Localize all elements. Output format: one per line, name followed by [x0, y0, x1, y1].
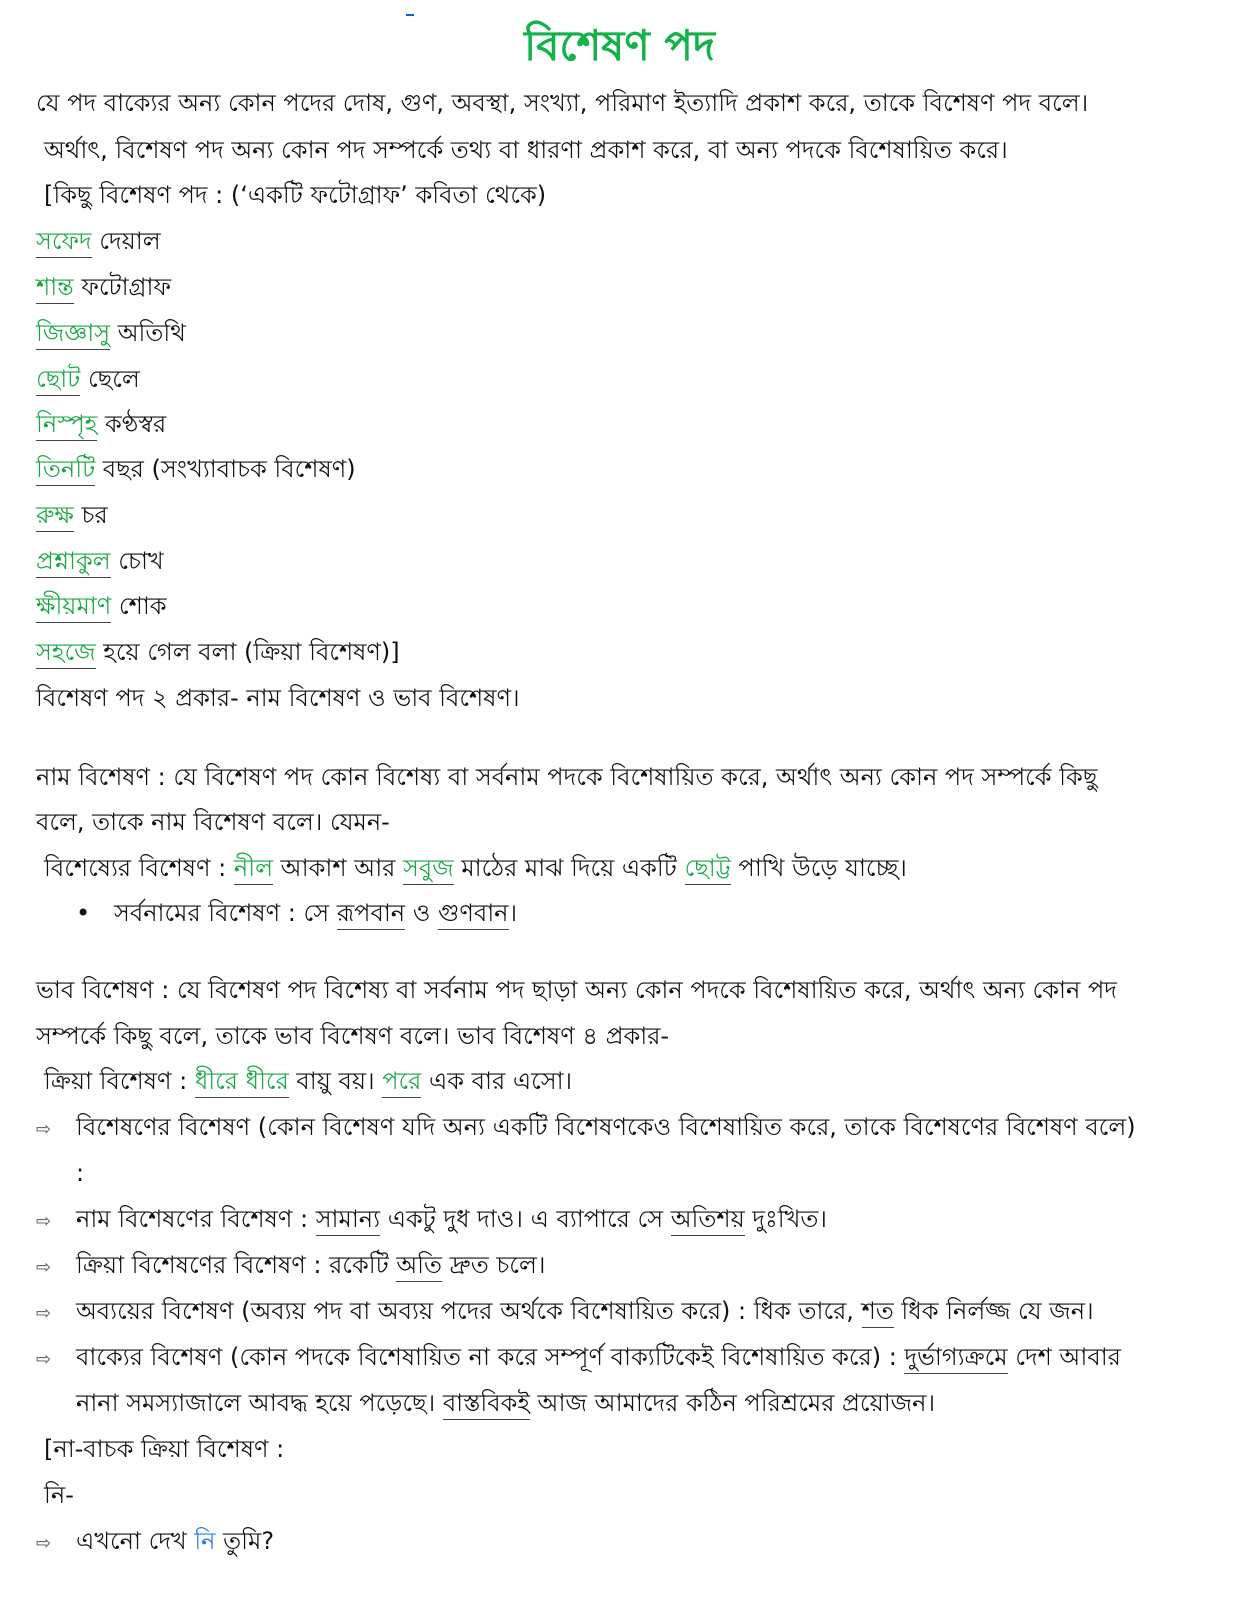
item-text: দুঃখিত।: [744, 1205, 827, 1233]
bhab-def-line-1: ভাব বিশেষণ : যে বিশেষণ পদ বিশেষ্য বা সর্বনাম পদ ছাড়া অন্য কোন পদকে বিশেষায়িত করে, অর্থাৎ অন্য কোন পদ: [36, 976, 1117, 1004]
item-text: বিশেষণের বিশেষণ (কোন বিশেষণ যদি অন্য একটি বিশেষণকেও বিশেষায়িত করে, তাকে বিশেষণের বিশেষণ বলে): [76, 1113, 1136, 1141]
item-text: এখনো দেখ: [76, 1527, 195, 1555]
example-noun: ফটোগ্রাফ: [73, 273, 172, 301]
item-text: বাক্যের বিশেষণ (কোন পদকে বিশেষায়িত না করে সম্পূর্ণ বাক্যটিকেই বিশেষায়িত করে) :: [76, 1343, 905, 1371]
example-noun: বছর (সংখ্যাবাচক বিশেষণ): [95, 455, 356, 483]
intro-line-3: [কিছু বিশেষণ পদ : (‘একটি ফটোগ্রাফ’ কবিতা থেকে): [44, 181, 547, 209]
highlight-word: পরে: [382, 1067, 421, 1098]
example-noun: হয়ে গেল বলা (ক্রিয়া বিশেষণ)]: [95, 638, 400, 666]
item-text: একটু দুধ দাও। এ ব্যাপারে সে: [380, 1205, 671, 1233]
list-item-bisheshoner: [36, 1110, 1203, 1147]
example-adjective: নিস্পৃহ: [36, 410, 97, 441]
example-noun: চোখ: [110, 547, 164, 575]
highlight-word: সবুজ: [403, 854, 454, 885]
arrow-icon: ⇨: [36, 1119, 52, 1140]
item-text: দ্রুত চলে।: [441, 1251, 546, 1279]
underlined-word: অতিশয়: [671, 1205, 745, 1236]
example-line: [36, 452, 1203, 486]
arrow-icon: ⇨: [36, 1211, 52, 1232]
example-adjective: সহজে: [36, 638, 96, 669]
highlight-word: নি: [194, 1527, 216, 1555]
example-text: পাখি উড়ে যাচ্ছে।: [730, 854, 907, 882]
example-adjective: ক্ষীয়মাণ: [36, 592, 111, 623]
list-item-bakyer-continuation: [76, 1386, 1203, 1420]
item-text: দেশ আবার: [1007, 1343, 1121, 1371]
na-bachok-heading: [না-বাচক ক্রিয়া বিশেষণ :: [44, 1435, 285, 1463]
arrow-icon: ⇨: [36, 1303, 52, 1324]
sarbonam-example: [36, 896, 1203, 930]
underlined-word: বাস্তবিকই: [443, 1389, 530, 1420]
example-adjective: রুক্ষ: [36, 501, 74, 532]
example-line: [36, 498, 1203, 532]
list-item-kriya-bisheshoner: [36, 1248, 1203, 1285]
example-label: ক্রিয়া বিশেষণ :: [44, 1067, 195, 1095]
bullet-icon: •: [76, 899, 91, 927]
underlined-word: দুর্ভাগ্যক্রমে: [904, 1343, 1007, 1374]
naam-def-line-1: নাম বিশেষণ : যে বিশেষণ পদ কোন বিশেষ্য বা সর্বনাম পদকে বিশেষায়িত করে, অর্থাৎ অন্য কোন পদ সম্পর্কে কিছু: [36, 763, 1098, 791]
example-line: [36, 224, 1203, 258]
underlined-word: গুণবান: [438, 899, 508, 930]
example-adjective: ছোট: [36, 365, 80, 396]
example-noun: দেয়াল: [91, 227, 161, 255]
example-noun: চর: [73, 501, 108, 529]
example-text: মাঠের মাঝ দিয়ে একটি: [453, 854, 685, 882]
item-text: ক্রিয়া বিশেষণের বিশেষণ : রকেটি: [76, 1251, 397, 1279]
intro-line-1: যে পদ বাক্যের অন্য কোন পদের দোষ, গুণ, অবস্থা, সংখ্যা, পরিমাণ ইত্যাদি প্রকাশ করে, তাকে বিশেষণ পদ বলে।: [36, 89, 1089, 117]
item-text: আজ আমাদের কঠিন পরিশ্রমের প্রয়োজন।: [529, 1389, 936, 1417]
page-title: বিশেষণ পদ: [524, 21, 715, 70]
example-noun: অতিথি: [110, 319, 186, 347]
underlined-word: রূপবান: [337, 899, 405, 930]
list-item-naam-bisheshoner: [36, 1202, 1203, 1239]
underlined-word: সামান্য: [316, 1205, 380, 1236]
example-line: [36, 407, 1203, 441]
list-item-bakyer: [36, 1340, 1203, 1377]
example-line: [36, 589, 1203, 623]
example-line: [36, 270, 1203, 304]
underlined-word: অতি: [396, 1251, 442, 1282]
underlined-word: শত: [862, 1297, 894, 1328]
example-adjective: তিনটি: [36, 455, 95, 486]
example-adjective: শান্ত: [36, 273, 74, 304]
example-adjective: প্রশ্নাকুল: [36, 547, 111, 578]
ni-line: নি-: [44, 1481, 74, 1509]
bhab-def-line-2: সম্পর্কে কিছু বলে, তাকে ভাব বিশেষণ বলে। ভাব বিশেষণ ৪ প্রকার-: [36, 1022, 670, 1050]
arrow-icon: ⇨: [36, 1257, 52, 1278]
list-item-obbayer: [36, 1294, 1203, 1331]
example-text: আকাশ আর: [272, 854, 404, 882]
example-adjective: সফেদ: [36, 227, 92, 258]
item-text: তুমি?: [215, 1527, 275, 1555]
example-line: [36, 544, 1203, 578]
item-text: অব্যয়ের বিশেষণ (অব্যয় পদ বা অব্যয় পদের অর্থকে বিশেষায়িত করে) : ধিক তারে,: [76, 1297, 862, 1325]
arrow-icon: ⇨: [36, 1533, 52, 1554]
example-line: [36, 635, 1203, 669]
highlight-word: ধীরে ধীরে: [195, 1067, 289, 1098]
example-label: সর্বনামের বিশেষণ : সে: [114, 899, 337, 927]
list-item-ni-example: [36, 1524, 1203, 1561]
example-text: ও: [405, 899, 439, 927]
blue-dot-mark: [406, 14, 414, 16]
example-noun: ছেলে: [80, 365, 140, 393]
example-noun: কণ্ঠস্বর: [97, 410, 167, 438]
example-adjective: জিজ্ঞাসু: [36, 319, 110, 350]
types-line: বিশেষণ পদ ২ প্রকার- নাম বিশেষণ ও ভাব বিশেষণ।: [36, 684, 520, 712]
example-label: বিশেষ্যের বিশেষণ :: [44, 854, 234, 882]
example-line: [36, 316, 1203, 350]
item-text: ধিক নির্লজ্জ যে জন।: [893, 1297, 1094, 1325]
intro-line-2: অর্থাৎ, বিশেষণ পদ অন্য কোন পদ সম্পর্কে তথ্য বা ধারণা প্রকাশ করে, বা অন্য পদকে বিশেষায়িত করে।: [44, 136, 1008, 164]
example-line: [36, 362, 1203, 396]
highlight-word: ছোট্ট: [685, 854, 731, 885]
kriya-example: [44, 1064, 1203, 1098]
arrow-icon: ⇨: [36, 1349, 52, 1370]
example-noun: শোক: [111, 592, 167, 620]
list-item-continuation: :: [76, 1159, 85, 1187]
item-text: নাম বিশেষণের বিশেষণ :: [76, 1205, 316, 1233]
highlight-word: নীল: [234, 854, 273, 885]
naam-def-line-2: বলে, তাকে নাম বিশেষণ বলে। যেমন-: [36, 808, 390, 836]
example-text: এক বার এসো।: [421, 1067, 573, 1095]
example-text: বায়ু বয়।: [288, 1067, 383, 1095]
example-text: ।: [508, 899, 518, 927]
item-text: নানা সমস্যাজালে আবদ্ধ হয়ে পড়েছে।: [76, 1389, 443, 1417]
bisheshyo-example: [44, 851, 1203, 885]
